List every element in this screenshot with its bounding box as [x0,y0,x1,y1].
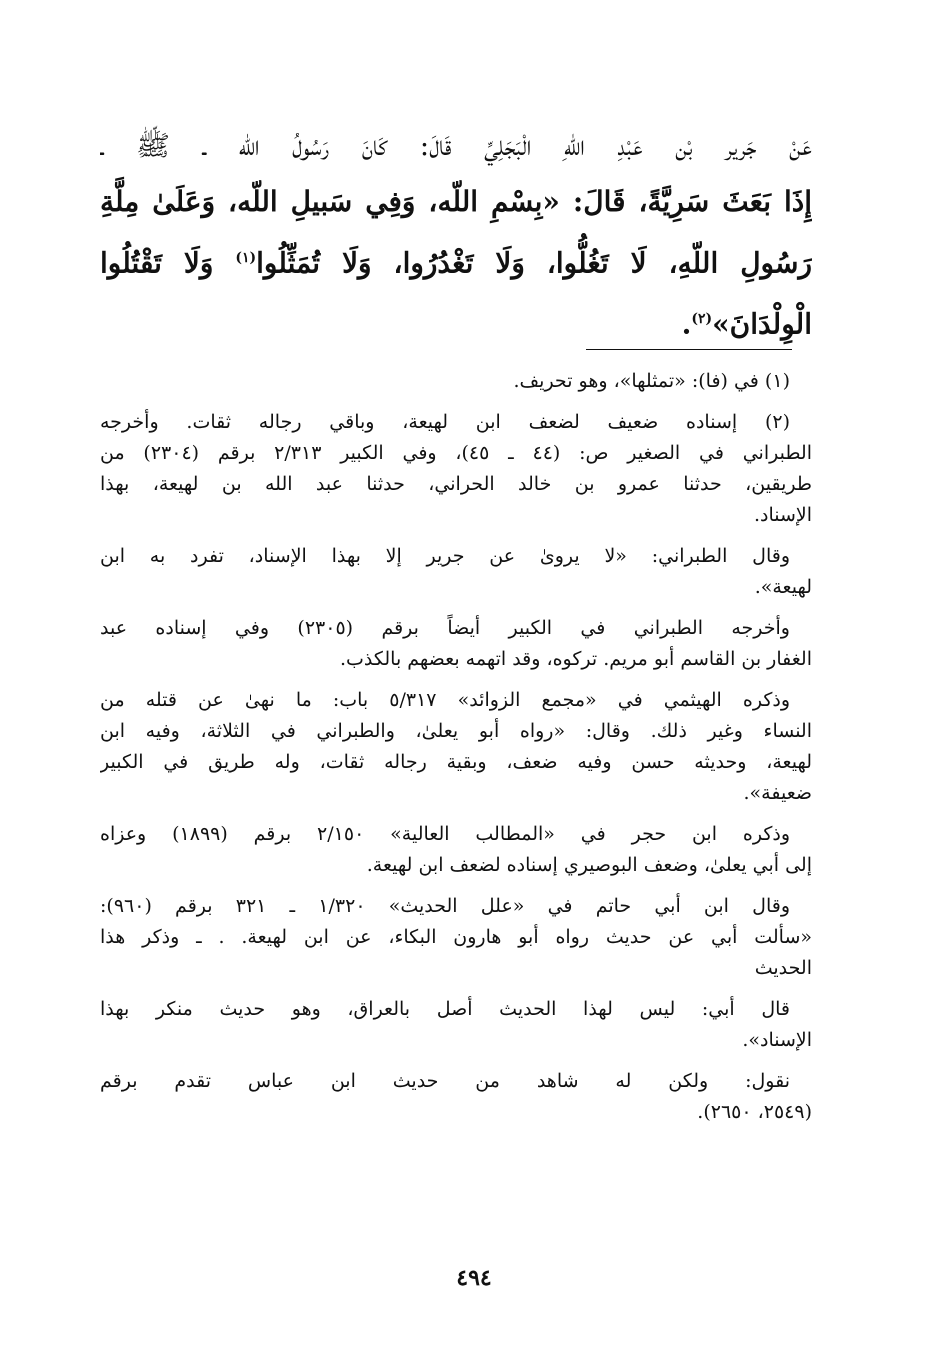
paragraph-haythami [100,685,812,809]
hadith-line-3-tail: وَلَا تَقْتُلُوا [100,246,236,280]
paragraph-kabir-line-1: وأخرجه الطبراني في الكبير أيضاً برقم (٢٣٠٥) وفي إسناده عبد [100,617,790,639]
page-number: ٤٩٤ [456,1265,492,1291]
footnote-2-line-3: طريقين، حدثنا عمرو بن خالد الحراني، حدثنا عبد الله بن لهيعة، بهذا [100,473,812,495]
footnote-2 [100,407,812,531]
paragraph-witness [100,1066,812,1128]
footnote-ref-2: (٢) [691,311,713,328]
paragraph-kabir-line-2: الغفار بن القاسم أبو مريم. تركوه، وقد اتهمه بعضهم بالكذب. [339,648,812,670]
paragraph-tabarani-line-1: وقال الطبراني: «لا يروىٰ عن جرير إلا بهذا الإسناد، تفرد به ابن [100,545,790,567]
hadith-line-3-text: رَسُولِ اللّهِ، لَا تَغُلُّوا، وَلَا تَغْدُرُوا، وَلَا تُمَثِّلُوا [256,246,812,280]
paragraph-haythami-line-2: النساء وغير ذلك. وقال: «رواه أبو يعلىٰ، والطبراني في الثلاثة، وفيه ابن [100,720,812,742]
footnote-1 [100,366,812,397]
footnote-2-line-4: الإسناد. [753,504,812,526]
hadith-line-4 [100,291,812,352]
paragraph-ibn-abi-hatim-line-3: الحديث [754,957,812,979]
paragraph-ibn-abi-hatim-line-2: «سألت أبي عن حديث رواه أبو هارون البكاء، عن ابن لهيعة. . ـ وذكر هذا [100,926,812,948]
hadith-line-4-text: الْوِلْدَانَ» [712,307,812,341]
paragraph-abi-said [100,994,812,1056]
footnote-1-line-1: (١) في (فا): «تمثلها»، وهو تحريف. [513,370,790,392]
paragraph-ibn-hajar-line-1: وذكره ابن حجر في «المطالب العالية» ٢/١٥٠ برقم (١٨٩٩) وعزاه [100,823,790,845]
paragraph-haythami-line-1: وذكره الهيثمي في «مجمع الزوائد» ٥/٣١٧ باب: ما نهىٰ عن قتله من [100,689,790,711]
paragraph-tabarani-quote [100,541,812,603]
footnote-2-line-2: الطبراني في الصغير ص: (٤٤ ـ ٤٥)، وفي الكبير ٢/٣١٣ برقم (٢٣٠٤) من [100,442,812,464]
paragraph-ibn-abi-hatim-line-1: وقال ابن أبي حاتم في «علل الحديث» ١/٣٢٠ ـ ٣٢١ برقم (٩٦٠): [100,895,790,917]
paragraph-abi-said-line-2: الإسناد». [742,1029,812,1051]
paragraph-tabarani-kabir [100,613,812,675]
paragraph-haythami-line-3: لهيعة، وحديثه حسن وفيه ضعف، وبقية رجاله ثقات، وله طريق في الكبير [100,751,812,773]
hadith-line-1: عَنْ جَرير بْن عَبْدِ اللّهِ الْبَجَلِيِّ قَالَ: كَانَ رَسُولُ اللّه ـ ﷺ ـ [100,129,812,162]
paragraph-haythami-line-4: ضعيفة». [743,782,812,804]
paragraph-ibn-hajar-line-2: إلى أبي يعلىٰ، وضعف البوصيري إسناده لضعف ابن لهيعة. [366,854,812,876]
hadith-line-3 [100,230,812,291]
paragraph-tabarani-line-2: لهيعة». [754,576,812,598]
footnote-separator [586,349,792,350]
footnotes [100,366,812,1138]
paragraph-witness-line-2: (٢٥٤٩، ٢٦٥٠). [697,1101,812,1123]
footnote-ref-1: (١) [235,250,257,266]
hadith-end-mark: . [681,307,692,341]
paragraph-witness-line-1: نقول: ولكن له شاهد من حديث ابن عباس تقدم برقم [100,1070,790,1092]
hadith-text [100,118,812,353]
paragraph-ibn-abi-hatim [100,891,812,984]
footnote-2-line-1: (٢) إسناده ضعيف لضعف ابن لهيعة، وباقي رجاله ثقات. وأخرجه [100,411,790,433]
paragraph-abi-said-line-1: قال أبي: ليس لهذا الحديث أصل بالعراق، وهو حديث منكر بهذا [100,998,790,1020]
paragraph-ibn-hajar [100,819,812,881]
hadith-line-2: إِذَا بَعَثَ سَرِيَّةً، قَالَ: «بِسْمِ اللّه، وَفِي سَبيلِ اللّه، وَعَلَىٰ مِلَّةِ [100,185,812,218]
